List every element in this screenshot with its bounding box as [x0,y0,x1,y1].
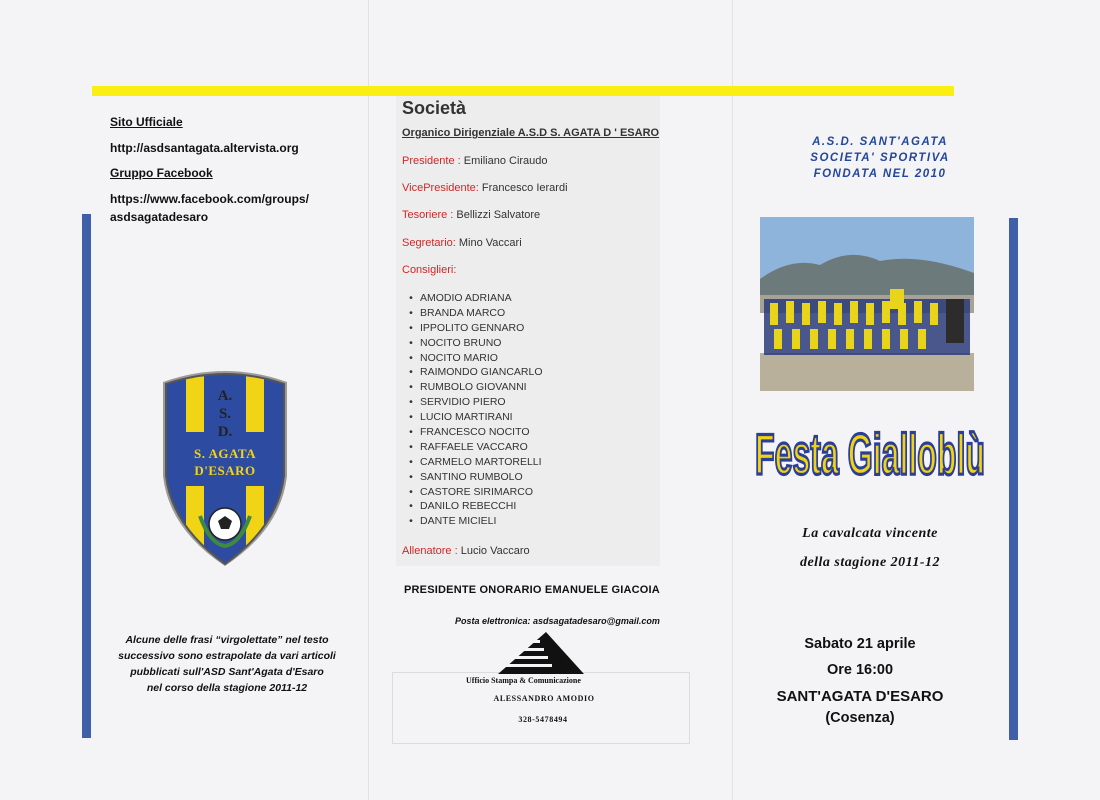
consiglieri-heading: Consiglieri: [402,264,457,276]
role-label: Segretario [402,237,453,249]
list-item: • LUCIO MARTIRANI [402,410,543,425]
event-place: SANT'AGATA D'ESARO [776,688,944,705]
credits-note [108,632,346,696]
crest-text-desaro: D'ESARO [194,463,256,478]
event-time: Ore 16:00 [826,662,894,678]
list-item: • DANTE MICIELI [402,514,543,529]
site-url[interactable]: http://asdsantagata.altervista.org [110,141,299,155]
facebook-url[interactable]: https://www.facebook.com/groups/ [110,192,309,206]
role-vicepresidente: VicePresidente: Francesco Ierardi [402,182,568,194]
facebook-heading: Gruppo Facebook [110,166,213,180]
list-item: • CASTORE SIRIMARCO [402,485,543,500]
fold-line [368,0,369,800]
crest-text-a: A. [217,388,233,404]
contact-phone: 328-5478494 [518,715,568,724]
club-line-name: A.S.D. SANT'AGATA [812,136,948,148]
presidente-onorario: PRESIDENTE ONORARIO EMANUELE GIACOIA [404,584,660,596]
organico-heading: Organico Dirigenziale A.S.D S. AGATA D ' ESARO [402,127,660,139]
tagline-1: La cavalcata vincente [802,526,938,541]
contact-name: ALESSANDRO AMODIO [493,694,595,703]
event-date: Sabato 21 aprile [804,636,916,652]
role-value: Emiliano Ciraudo [463,155,548,167]
role-label: Presidente [402,155,455,167]
role-value: Lucio Vaccaro [460,545,530,557]
press-office-logo-icon [496,630,586,676]
note-line: successivo sono estrapolate da vari articoli [118,650,336,662]
facebook-url-cont[interactable]: asdsagatadesaro [110,210,209,224]
email-label: Posta elettronica: [455,616,531,626]
yellow-top-band [92,86,954,96]
right-blue-bar [1009,218,1018,740]
list-item: • RAFFAELE VACCARO [402,440,543,455]
role-presidente: Presidente : Emiliano Ciraudo [402,155,548,167]
left-blue-bar [82,214,91,738]
consiglieri-label [402,264,456,276]
festa-title-text: Festa Gialloblù [755,423,985,488]
role-segretario: Segretario: Mino Vaccari [402,237,522,249]
press-office-name: Ufficio Stampa & Comunicazione [466,676,581,685]
crest-text-sagata: S. AGATA [193,446,257,461]
role-label: VicePresidente [402,182,476,194]
role-label: Tesoriere [402,209,448,221]
site-heading: Sito Ufficiale [110,115,183,129]
club-crest [160,366,290,566]
list-item: • NOCITO MARIO [402,351,543,366]
role-allenatore: Allenatore : Lucio Vaccaro [402,545,530,557]
list-item: • IPPOLITO GENNARO [402,321,543,336]
list-item: • NOCITO BRUNO [402,336,543,351]
club-line-fondata: FONDATA NEL 2010 [813,168,947,180]
role-label: Allenatore [402,545,452,557]
role-value: Mino Vaccari [458,237,522,249]
note-line: pubblicati sull'ASD Sant'Agata d'Esaro [130,666,324,678]
list-item: • CARMELO MARTORELLI [402,455,543,470]
list-item: • RUMBOLO GIOVANNI [402,380,543,395]
team-photo [760,217,974,391]
note-line: nel corso della stagione 2011-12 [146,682,308,694]
consiglieri-list [402,291,543,529]
festa-giallobl-title [750,404,990,494]
crest-text-s: S. [218,406,232,422]
note-line: Alcune delle frasi “virgolettate” nel testo [125,634,329,646]
role-tesoriere: Tesoriere : Bellizzi Salvatore [402,209,541,221]
crest-text-d: D. [217,424,233,440]
list-item: • DANILO REBECCHI [402,499,543,514]
list-item: • BRANDA MARCO [402,306,543,321]
role-value: Francesco Ierardi [481,182,568,194]
event-province: (Cosenza) [825,710,895,726]
list-item: • SANTINO RUMBOLO [402,470,543,485]
list-item: • AMODIO ADRIANA [402,291,543,306]
list-item: • RAIMONDO GIANCARLO [402,365,543,380]
list-item: • SERVIDIO PIERO [402,395,543,410]
societa-title: Società [402,98,467,118]
list-item: • FRANCESCO NOCITO [402,425,543,440]
tagline-2: della stagione 2011-12 [799,555,941,570]
fold-line [732,0,733,800]
email-line [455,616,660,626]
role-value: Bellizzi Salvatore [456,209,541,221]
email-link[interactable]: asdsagatadesaro@gmail.com [533,616,660,626]
club-line-societa: SOCIETA' SPORTIVA [810,152,950,164]
